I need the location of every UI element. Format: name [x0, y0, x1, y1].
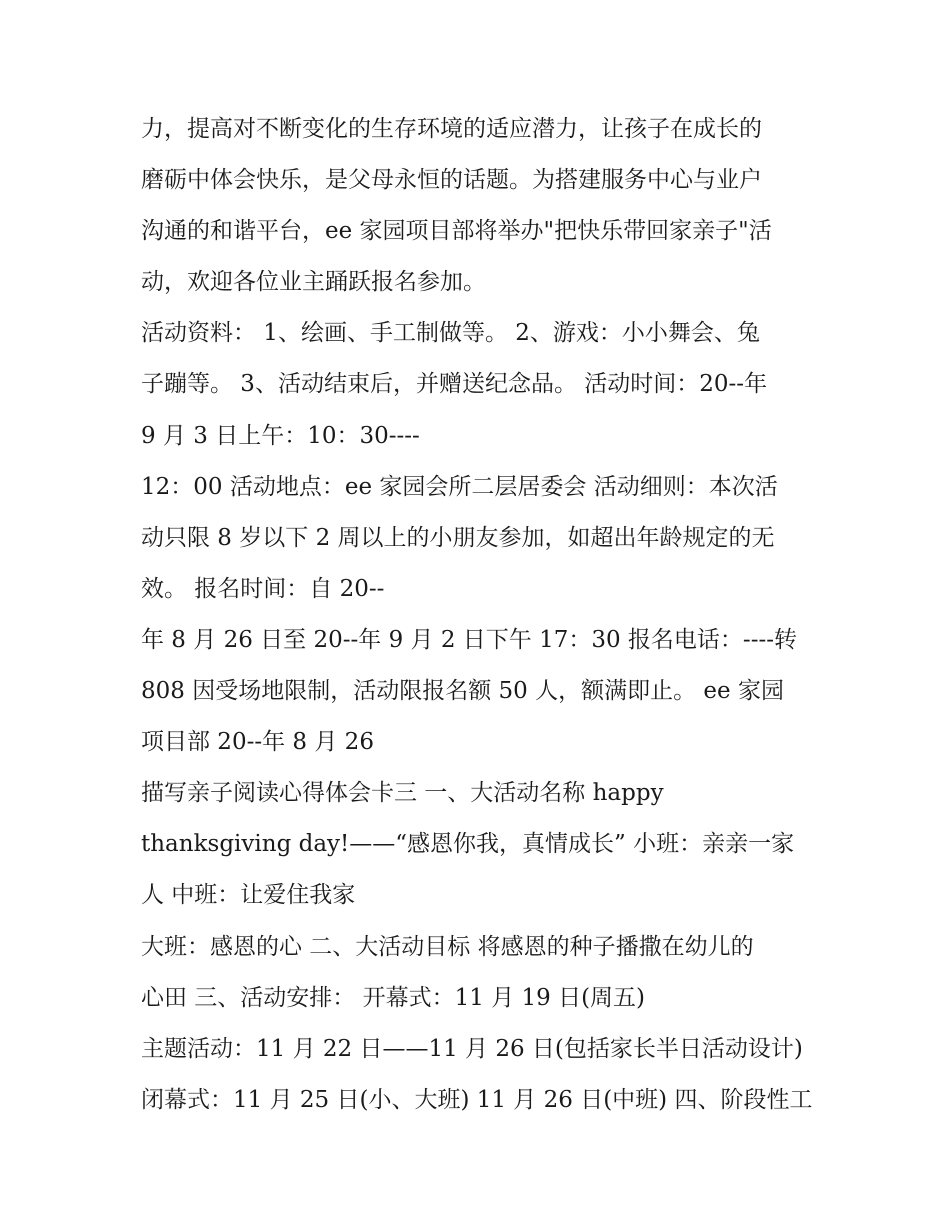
- text-line: 沟通的和谐平台，ee 家园项目部将举办"把快乐带回家亲子"活: [141, 218, 772, 245]
- document-body: [141, 104, 821, 1126]
- text-line: 主题活动：11 月 22 日——11 月 26 日(包括家长半日活动设计): [141, 1035, 803, 1062]
- text-line: 动只限 8 岁以下 2 周以上的小朋友参加，如超出年龄规定的无: [141, 524, 775, 551]
- text-line: 大班：感恩的心 二、大活动目标 将感恩的种子播撒在幼儿的: [141, 933, 754, 960]
- text-line: 磨砺中体会快乐，是父母永恒的话题。为搭建服务中心与业户: [141, 167, 762, 194]
- text-line: 项目部 20--年 8 月 26: [141, 729, 374, 756]
- text-line: 808 因受场地限制，活动限报名额 50 人，额满即止。 ee 家园: [141, 678, 784, 705]
- text-line: 人 中班：让爱住我家: [141, 882, 356, 909]
- text-line: 12：00 活动地点：ee 家园会所二层居委会 活动细则：本次活: [141, 473, 778, 500]
- text-line: 活动资料： 1、绘画、手工制做等。 2、游戏：小小舞会、兔: [141, 320, 760, 347]
- text-line: 9 月 3 日上午：10：30----: [141, 422, 420, 449]
- text-line: 年 8 月 26 日至 20--年 9 月 2 日下午 17：30 报名电话：----转: [141, 626, 798, 653]
- text-line: 动，欢迎各位业主踊跃报名参加。: [141, 269, 486, 296]
- text-line: 效。 报名时间：自 20--: [141, 575, 385, 602]
- text-line: 闭幕式：11 月 25 日(小、大班) 11 月 26 日(中班) 四、阶段性工: [141, 1086, 813, 1113]
- text-line: 心田 三、活动安排： 开幕式：11 月 19 日(周五): [141, 984, 646, 1011]
- text-line: 描写亲子阅读心得体会卡三 一、大活动名称 happy: [141, 780, 664, 807]
- text-line: 力，提高对不断变化的生存环境的适应潜力，让孩子在成长的: [141, 116, 762, 142]
- text-line: thanksgiving day!——“感恩你我，真情成长” 小班：亲亲一家: [141, 831, 795, 858]
- text-line: 子蹦等。 3、活动结束后，并赠送纪念品。 活动时间：20--年: [141, 371, 768, 398]
